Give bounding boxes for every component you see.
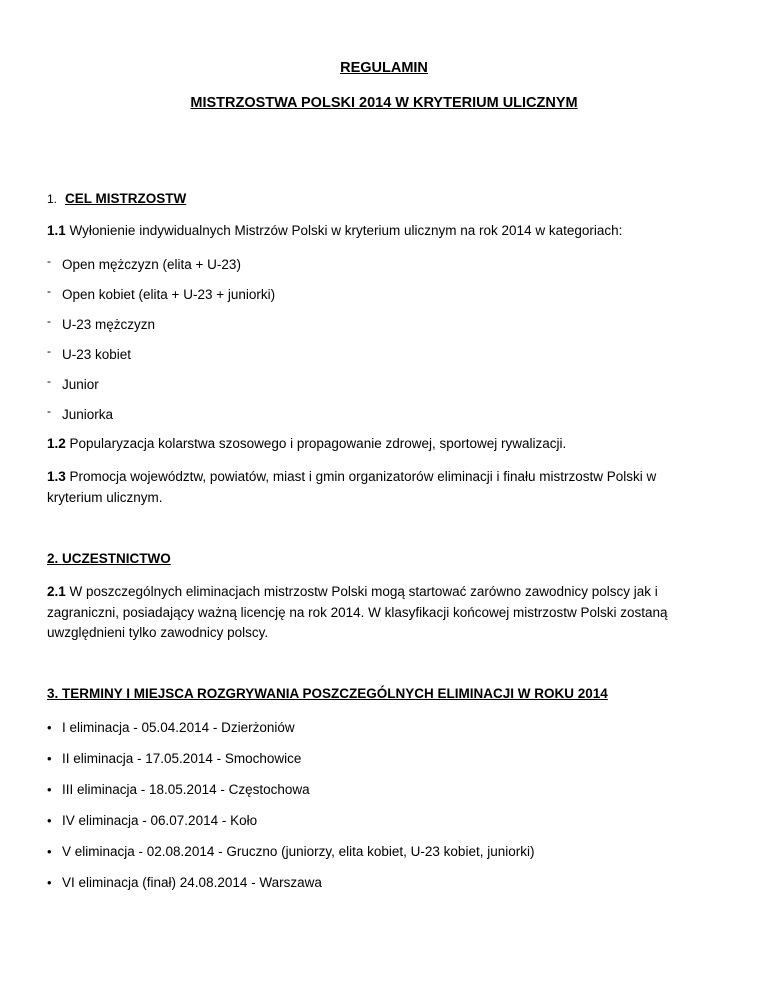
paragraph-text: Popularyzacja kolarstwa szosowego i propagowanie zdrowej, sportowej rywalizacji. xyxy=(65,436,567,451)
paragraph-text: W poszczególnych eliminacjach mistrzostw Polski mogą startować zarówno zawodnicy polscy jak i zagraniczni, posiadający ważną licencję na rok 2014. W klasyfikacji końcowej mistrzostw Polski zostaną uwzględnieni tylko zawodnicy polscy. xyxy=(47,584,668,640)
event-item: III eliminacja - 18.05.2014 - Częstochowa xyxy=(62,782,310,797)
paragraph-1-2 xyxy=(47,436,566,451)
dash-marker: - xyxy=(47,404,51,418)
paragraph-number: 1.3 xyxy=(47,469,66,484)
category-item: Junior xyxy=(62,377,99,392)
dash-marker: - xyxy=(47,344,51,358)
paragraph-1-3 xyxy=(47,467,687,508)
paragraph-2-1 xyxy=(47,582,687,644)
category-item: Juniorka xyxy=(62,407,114,422)
event-item: V eliminacja - 02.08.2014 - Gruczno (juniorzy, elita kobiet, U-23 kobiet, juniorki) xyxy=(62,844,535,859)
section1-heading-line xyxy=(47,191,186,206)
section2-heading: 2. UCZESTNICTWO xyxy=(47,551,171,566)
bullet-marker: • xyxy=(47,844,52,859)
event-item: I eliminacja - 05.04.2014 - Dzierżoniów xyxy=(62,720,295,735)
bullet-marker: • xyxy=(47,720,52,735)
section3-heading: 3. TERMINY I MIEJSCA ROZGRYWANIA POSZCZEGÓLNYCH ELIMINACJI W ROKU 2014 xyxy=(47,686,608,701)
category-item: Open mężczyzn (elita + U-23) xyxy=(62,257,241,272)
document-subtitle: MISTRZOSTWA POLSKI 2014 W KRYTERIUM ULICZNYM xyxy=(190,95,578,111)
document-title: REGULAMIN xyxy=(340,60,428,76)
category-item: U-23 mężczyzn xyxy=(62,317,156,332)
section1-number: 1. xyxy=(47,192,58,206)
paragraph-1-1 xyxy=(47,223,622,238)
bullet-marker: • xyxy=(47,875,52,890)
category-item: Open kobiet (elita + U-23 + juniorki) xyxy=(62,287,276,302)
paragraph-text: Wyłonienie indywidualnych Mistrzów Polski w kryterium ulicznym na rok 2014 w kategoriach: xyxy=(65,223,623,238)
section1-heading: CEL MISTRZOSTW xyxy=(65,191,187,206)
event-item: IV eliminacja - 06.07.2014 - Koło xyxy=(62,813,258,828)
dash-marker: - xyxy=(47,314,51,328)
bullet-marker: • xyxy=(47,782,52,797)
event-item: VI eliminacja (finał) 24.08.2014 - Warszawa xyxy=(62,875,322,890)
paragraph-number: 1.1 xyxy=(47,223,66,238)
dash-marker: - xyxy=(47,284,51,298)
paragraph-number: 1.2 xyxy=(47,436,66,451)
dash-marker: - xyxy=(47,254,51,268)
paragraph-text: Promocja województw, powiatów, miast i gmin organizatorów eliminacji i finału mistrzostw Polski w kryterium ulicznym. xyxy=(47,469,657,505)
bullet-marker: • xyxy=(47,813,52,828)
category-item: U-23 kobiet xyxy=(62,347,132,362)
paragraph-number: 2.1 xyxy=(47,584,66,599)
dash-marker: - xyxy=(47,374,51,388)
bullet-marker: • xyxy=(47,751,52,766)
event-item: II eliminacja - 17.05.2014 - Smochowice xyxy=(62,751,302,766)
